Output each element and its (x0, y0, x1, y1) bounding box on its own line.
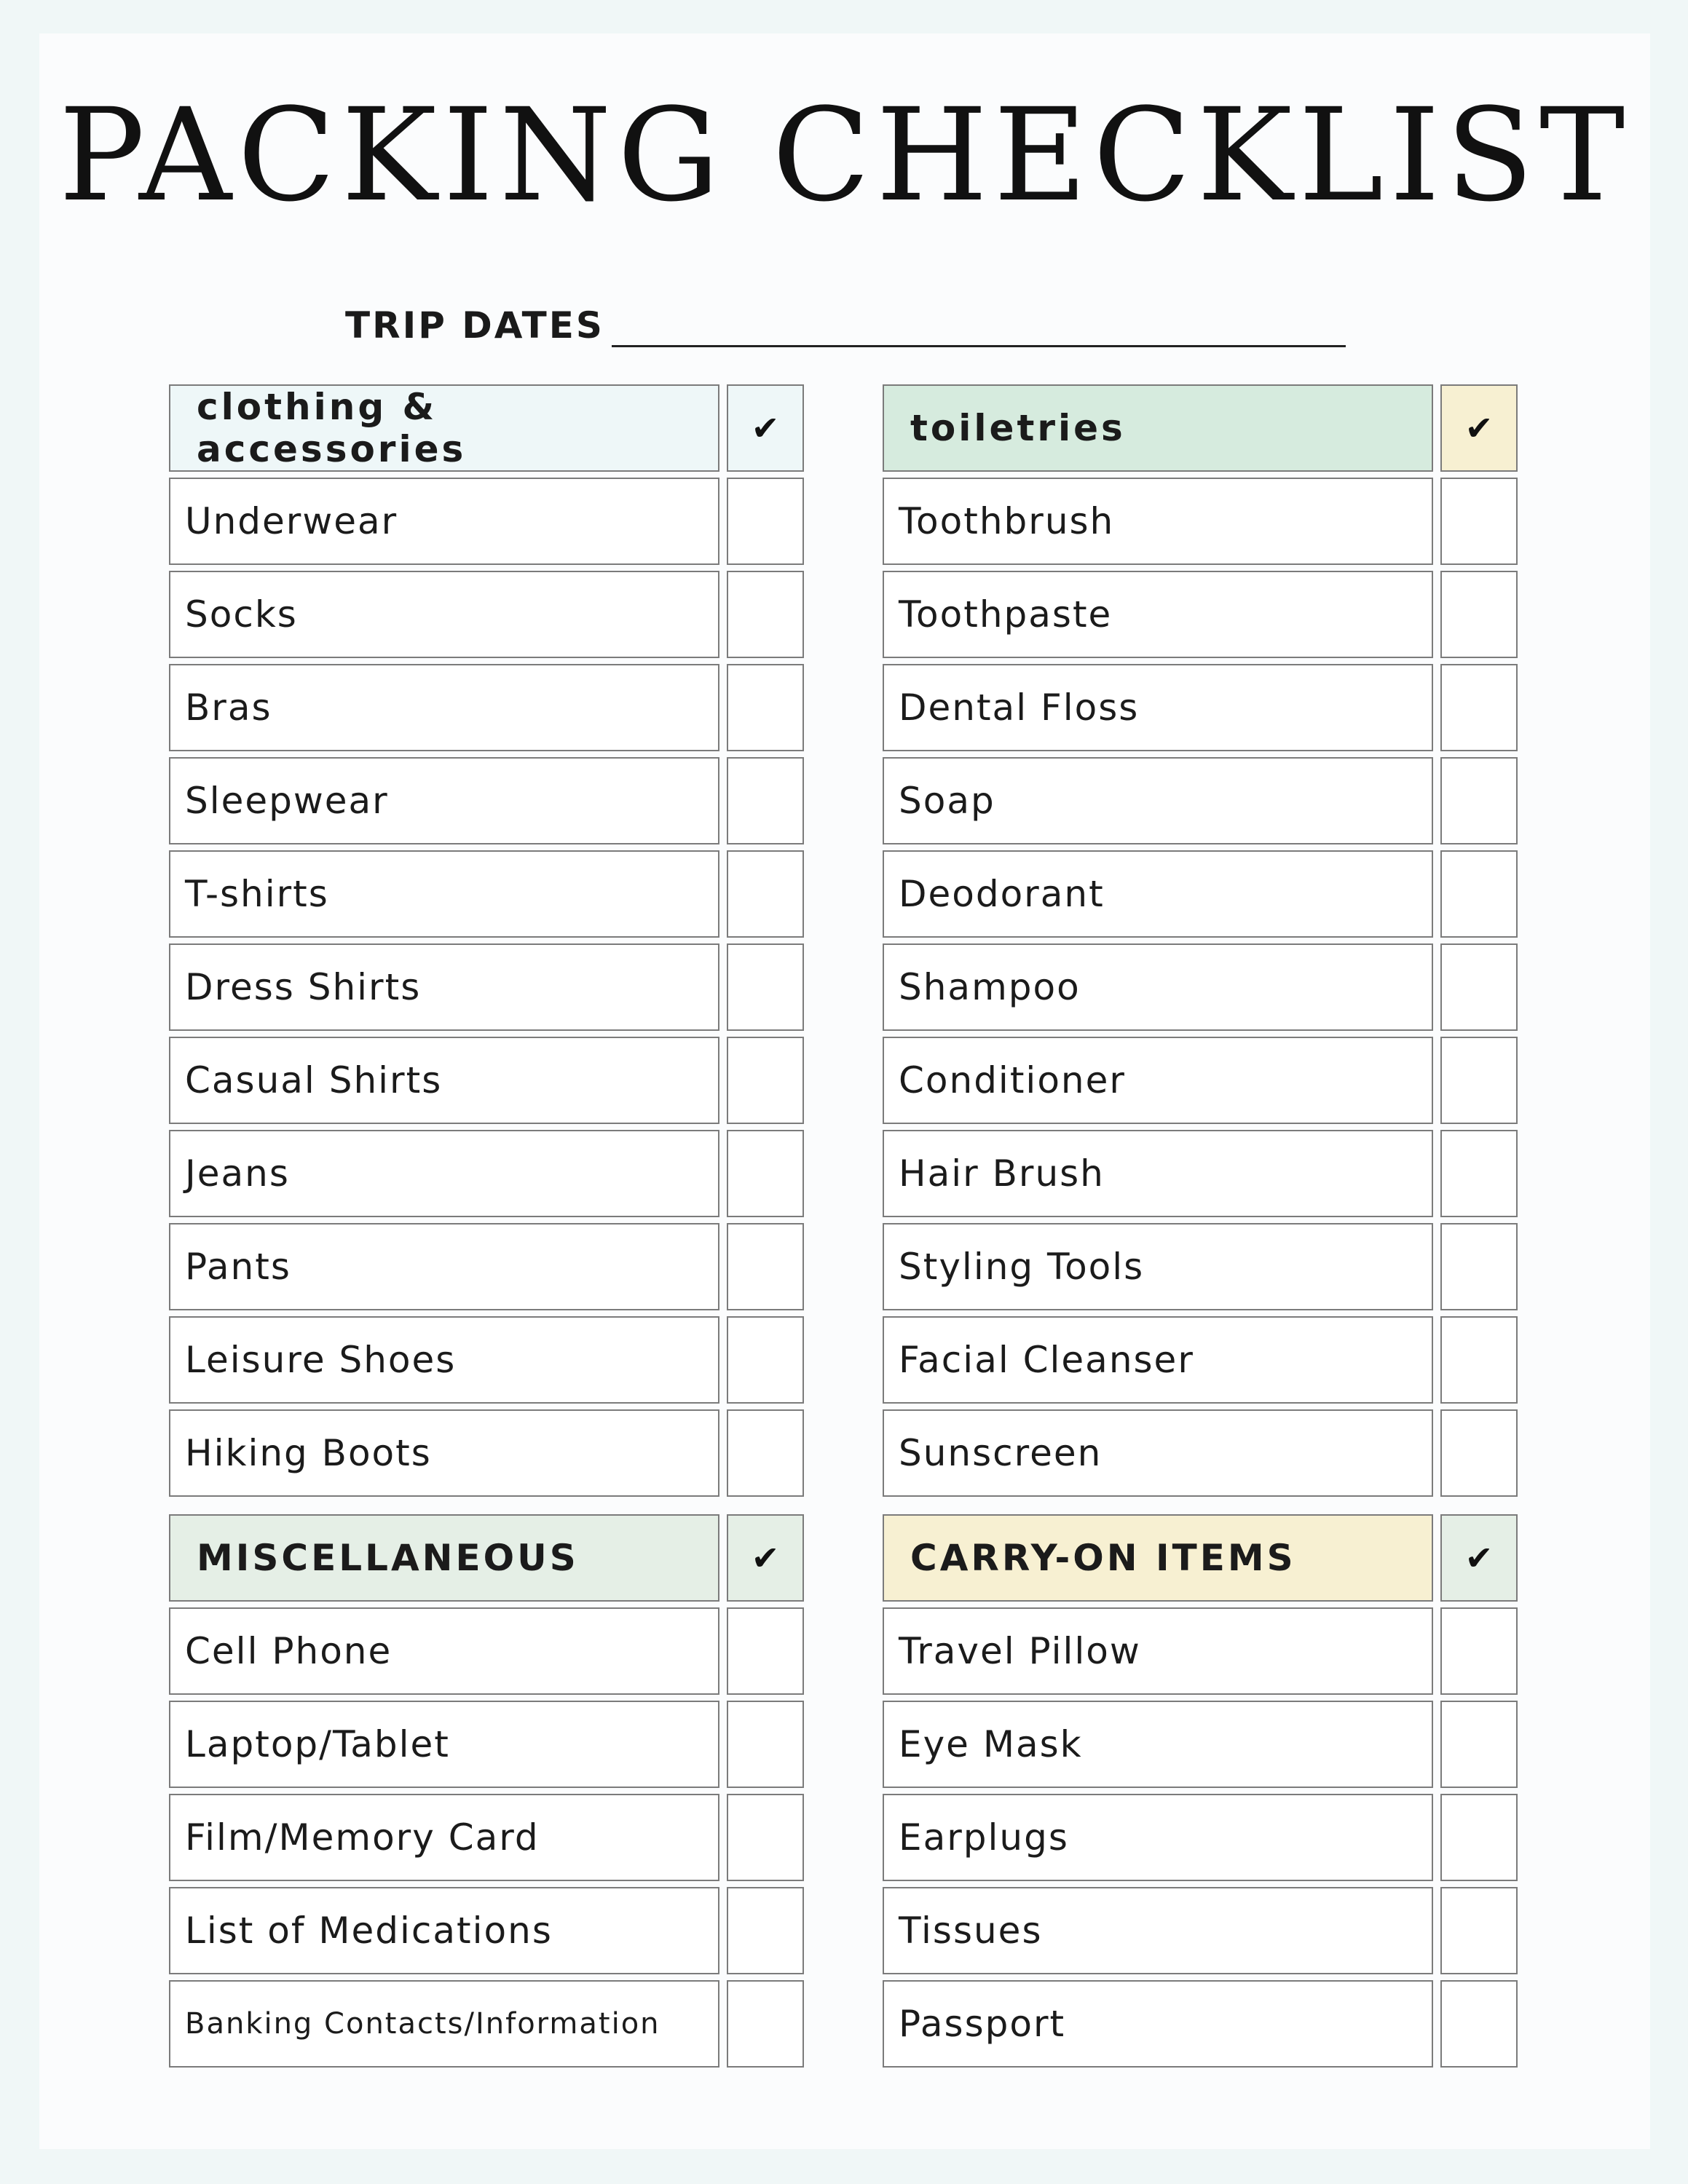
checkbox[interactable] (727, 1037, 804, 1124)
checkbox[interactable] (1440, 943, 1518, 1031)
checklist-row (169, 1794, 802, 1887)
checklist-row (883, 943, 1516, 1037)
checklist-item-label: Dress Shirts (169, 943, 719, 1031)
checklist-row (169, 1223, 802, 1316)
checklist-item-label: Sunscreen (883, 1409, 1433, 1497)
checklist-item-label: Cell Phone (169, 1607, 719, 1695)
checklist-item-label: Deodorant (883, 850, 1433, 938)
misc-header: MISCELLANEOUS (169, 1514, 719, 1602)
clothing-header: clothing & accessories (169, 384, 719, 472)
carry-on-section (883, 1514, 1516, 2073)
checklist-item-label: Shampoo (883, 943, 1433, 1031)
miscellaneous-section (169, 1514, 802, 2073)
checklist-row (169, 1607, 802, 1701)
checklist-row (169, 1980, 802, 2073)
checkbox[interactable] (727, 1980, 804, 2068)
checklist-item-label: Earplugs (883, 1794, 1433, 1881)
checkbox[interactable] (727, 571, 804, 658)
checklist-item-label: Banking Contacts/Information (169, 1980, 719, 2068)
checklist-item-label: Leisure Shoes (169, 1316, 719, 1404)
check-mark-icon: ✔ (727, 1514, 804, 1602)
checklist-item-label: Facial Cleanser (883, 1316, 1433, 1404)
checkbox[interactable] (727, 1130, 804, 1217)
checklist-row (883, 850, 1516, 943)
checklist-page (39, 33, 1650, 2149)
checkbox[interactable] (727, 478, 804, 565)
carry-on-header: CARRY-ON ITEMS (883, 1514, 1433, 1602)
checklist-row (169, 1130, 802, 1223)
checkbox[interactable] (727, 943, 804, 1031)
checklist-row (169, 478, 802, 571)
checklist-row (169, 1701, 802, 1794)
checkbox[interactable] (727, 850, 804, 938)
trip-dates-label: TRIP DATES (345, 304, 604, 347)
toiletries-section (883, 384, 1516, 1503)
checklist-row (883, 664, 1516, 757)
checkbox[interactable] (1440, 1607, 1518, 1695)
checklist-row (169, 1409, 802, 1503)
check-mark-icon: ✔ (1440, 384, 1518, 472)
checklist-row (169, 757, 802, 850)
checklist-row (169, 664, 802, 757)
checkbox[interactable] (727, 1409, 804, 1497)
checkbox[interactable] (1440, 571, 1518, 658)
checklist-row (169, 1037, 802, 1130)
checklist-row (883, 1607, 1516, 1701)
checklist-row (883, 1223, 1516, 1316)
carry-on-header-row (883, 1514, 1516, 1607)
checkbox[interactable] (727, 1887, 804, 1974)
checklist-row (883, 571, 1516, 664)
checklist-item-label: Underwear (169, 478, 719, 565)
checklist-row (169, 571, 802, 664)
page-title: PACKING CHECKLIST (58, 81, 1631, 230)
toiletries-header: toiletries (883, 384, 1433, 472)
checkbox[interactable] (1440, 1887, 1518, 1974)
checkbox[interactable] (1440, 1701, 1518, 1788)
misc-header-row (169, 1514, 802, 1607)
checklist-item-label: Hiking Boots (169, 1409, 719, 1497)
checklist-item-label: Eye Mask (883, 1701, 1433, 1788)
checklist-item-label: Styling Tools (883, 1223, 1433, 1310)
checklist-item-label: Sleepwear (169, 757, 719, 844)
checkbox[interactable] (727, 1794, 804, 1881)
checklist-item-label: List of Medications (169, 1887, 719, 1974)
checklist-item-label: Toothpaste (883, 571, 1433, 658)
checklist-item-label: Travel Pillow (883, 1607, 1433, 1695)
checklist-item-label: Tissues (883, 1887, 1433, 1974)
checklist-row (169, 1316, 802, 1409)
check-mark-icon: ✔ (727, 384, 804, 472)
checklist-item-label: Film/Memory Card (169, 1794, 719, 1881)
checkbox[interactable] (1440, 478, 1518, 565)
checklist-row (169, 850, 802, 943)
checkbox[interactable] (1440, 1980, 1518, 2068)
checkbox[interactable] (727, 1701, 804, 1788)
checklist-item-label: T-shirts (169, 850, 719, 938)
checklist-item-label: Conditioner (883, 1037, 1433, 1124)
checkbox[interactable] (727, 1607, 804, 1695)
toiletries-header-row (883, 384, 1516, 478)
checklist-item-label: Jeans (169, 1130, 719, 1217)
checklist-row (169, 943, 802, 1037)
checklist-row (883, 757, 1516, 850)
checkbox[interactable] (727, 664, 804, 751)
checklist-row (883, 1794, 1516, 1887)
checkbox[interactable] (1440, 1223, 1518, 1310)
checklist-item-label: Laptop/Tablet (169, 1701, 719, 1788)
checklist-row (883, 1980, 1516, 2073)
checklist-row (883, 1130, 1516, 1223)
checkbox[interactable] (727, 757, 804, 844)
checklist-row (883, 1316, 1516, 1409)
checklist-row (883, 1887, 1516, 1980)
checkbox[interactable] (1440, 1794, 1518, 1881)
clothing-section (169, 384, 802, 1503)
checkbox[interactable] (727, 1316, 804, 1404)
checklist-item-label: Passport (883, 1980, 1433, 2068)
checklist-item-label: Bras (169, 664, 719, 751)
checklist-row (883, 1037, 1516, 1130)
checklist-row (883, 1409, 1516, 1503)
checklist-row (169, 1887, 802, 1980)
checkbox[interactable] (1440, 850, 1518, 938)
checklist-item-label: Socks (169, 571, 719, 658)
checkbox[interactable] (1440, 664, 1518, 751)
checkbox[interactable] (727, 1223, 804, 1310)
checkbox[interactable] (1440, 1316, 1518, 1404)
checkbox[interactable] (1440, 1130, 1518, 1217)
checkbox[interactable] (1440, 1409, 1518, 1497)
trip-dates-field[interactable] (612, 310, 1346, 347)
checklist-row (883, 1701, 1516, 1794)
checklist-item-label: Dental Floss (883, 664, 1433, 751)
clothing-header-row (169, 384, 802, 478)
checklist-item-label: Soap (883, 757, 1433, 844)
checklist-item-label: Hair Brush (883, 1130, 1433, 1217)
checklist-item-label: Pants (169, 1223, 719, 1310)
check-mark-icon: ✔ (1440, 1514, 1518, 1602)
checklist-item-label: Toothbrush (883, 478, 1433, 565)
checklist-item-label: Casual Shirts (169, 1037, 719, 1124)
checkbox[interactable] (1440, 757, 1518, 844)
checklist-row (883, 478, 1516, 571)
checkbox[interactable] (1440, 1037, 1518, 1124)
